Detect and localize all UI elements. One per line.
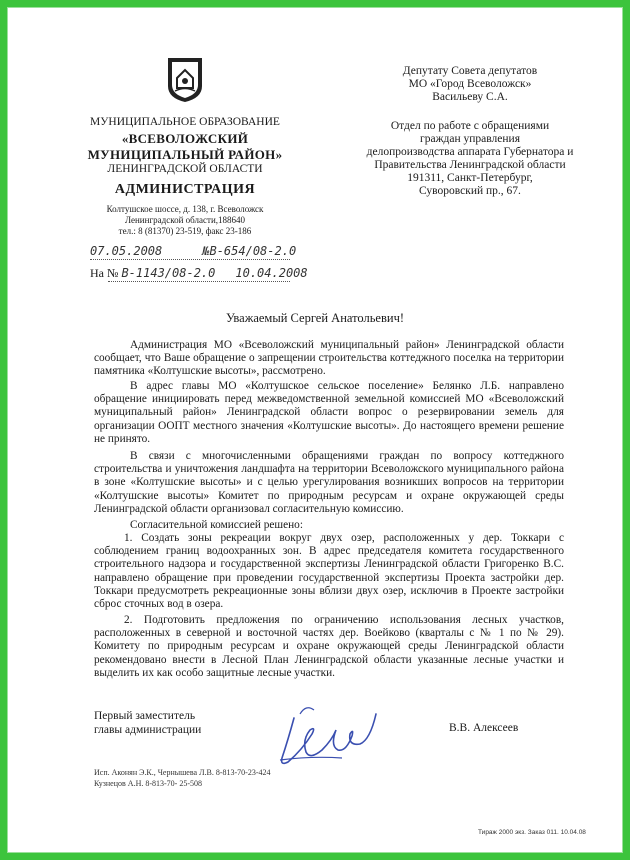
recipient-line1: Депутату Совета депутатов xyxy=(402,65,538,77)
recipient-line2: МО «Город Всеволожск» xyxy=(408,78,532,90)
recipient-line7: Правительства Ленинградской области xyxy=(374,159,566,171)
reply-number: В-1143/08-2.0 xyxy=(121,266,216,280)
reply-date: 10.04.2008 xyxy=(235,266,308,280)
org-title-line4: ЛЕНИНГРАДСКОЙ ОБЛАСТИ xyxy=(107,163,263,175)
org-title-line2: «ВСЕВОЛОЖСКИЙ xyxy=(121,131,249,146)
handwritten-signature xyxy=(272,700,387,772)
registration-underline-2 xyxy=(108,281,290,282)
body-item-1: 1. Создать зоны рекреации вокруг двух озер, расположенных у дер. Токкари с соблюдением границ водоохранных зон. В адрес председателя комитета государственного строительного надзора и государственной экспертизы Ленинградской области Григоренко В.С. направлено обращение при проведении государственной экспертизы Проекта застройки дер. Токкари предусмотреть рекреационные зоны вблизи двух озер, исключив в Проекте застройки сброс сточных вод в озера. xyxy=(94,532,564,611)
executors-line1: Исп. Аконян Э.К., Чернышева Л.В. 8-813-70-23-424 xyxy=(94,768,271,777)
sender-phone-line: тел.: 8 (81370) 23-519, факс 23-186 xyxy=(118,226,252,236)
outgoing-number: №В-654/08-2.0 xyxy=(202,244,297,258)
executors-line2: Кузнецов А.Н. 8-813-70- 25-508 xyxy=(94,779,202,788)
reply-registration xyxy=(90,266,308,281)
body-paragraph-3: В связи с многочисленными обращениями граждан по вопросу коттеджного строительства и уничтожения ландшафта на территории Всеволожского муниципального района в зоне «Колтушские высоты» и с целью урегулирования возникших вопросов на территории «Колтушские высоты» Комитет по природным ресурсам и охране окружающей среды Ленинградской области организовал согласительную комиссию. xyxy=(94,450,564,515)
sender-address-line2: Ленинградской области,188640 xyxy=(124,215,246,225)
sender-address-line1: Колтушское шоссе, д. 138, г. Всеволожск xyxy=(106,204,264,214)
salutation: Уважаемый Сергей Анатольевич! xyxy=(225,311,405,325)
body-item-2: 2. Подготовить предложения по ограничению использования лесных участков, расположенных в северной и восточной частях дер. Воейково (кварталы с № 1 по № 29). Комитету по природным ресурсам и охране окружающей среды Ленинградской области рекомендовано внести в Лесной План Ленинградской области указанные лесные участки и выделить их как особо защитные лесные участки. xyxy=(94,614,564,679)
recipient-line4: Отдел по работе с обращениями xyxy=(390,120,550,132)
signer-position-line2: главы администрации xyxy=(94,724,202,736)
body-paragraph-2: В адрес главы МО «Колтушское сельское поселение» Белянко Л.Б. направлено обращение инициировать перед межведомственной земельной комиссией МО «Всеволожский муниципальный район» Ленинградской области вопрос о резервировании земель для организации ООПТ местного значения «Колтушские высоты». До настоящего времени решение не принято. xyxy=(94,380,564,445)
recipient-line9: Суворовский пр., 67. xyxy=(419,185,521,197)
reply-prefix: На № xyxy=(90,266,119,280)
outgoing-date: 07.05.2008 xyxy=(90,244,163,258)
coat-of-arms-icon xyxy=(166,56,204,104)
registration-underline-1 xyxy=(90,259,290,260)
recipient-line8: 191311, Санкт-Петербург, xyxy=(407,172,533,184)
org-title-line1: МУНИЦИПАЛЬНОЕ ОБРАЗОВАНИЕ xyxy=(90,116,280,128)
recipient-line3: Васильеву С.А. xyxy=(432,91,508,103)
print-run-info: Тираж 2000 экз. Заказ 011. 10.04.08 xyxy=(478,829,586,836)
org-administration-title: АДМИНИСТРАЦИЯ xyxy=(114,182,256,197)
signer-name: В.В. Алексеев xyxy=(449,722,519,734)
signer-position-line1: Первый заместитель xyxy=(94,710,196,722)
body-paragraph-4: Согласительной комиссией решено: xyxy=(130,519,303,531)
org-title-line3: МУНИЦИПАЛЬНЫЙ РАЙОН» xyxy=(87,147,283,162)
recipient-line5: граждан управления xyxy=(420,133,520,145)
outgoing-registration xyxy=(90,244,296,259)
recipient-line6: делопроизводства аппарата Губернатора и xyxy=(366,146,574,158)
body-paragraph-1: Администрация МО «Всеволожский муниципальный район» Ленинградской области сообщает, что Ваше обращение о запрещении строительства коттеджного поселка на территории памятника «Колтушские высоты», рассмотрено. xyxy=(94,339,564,378)
